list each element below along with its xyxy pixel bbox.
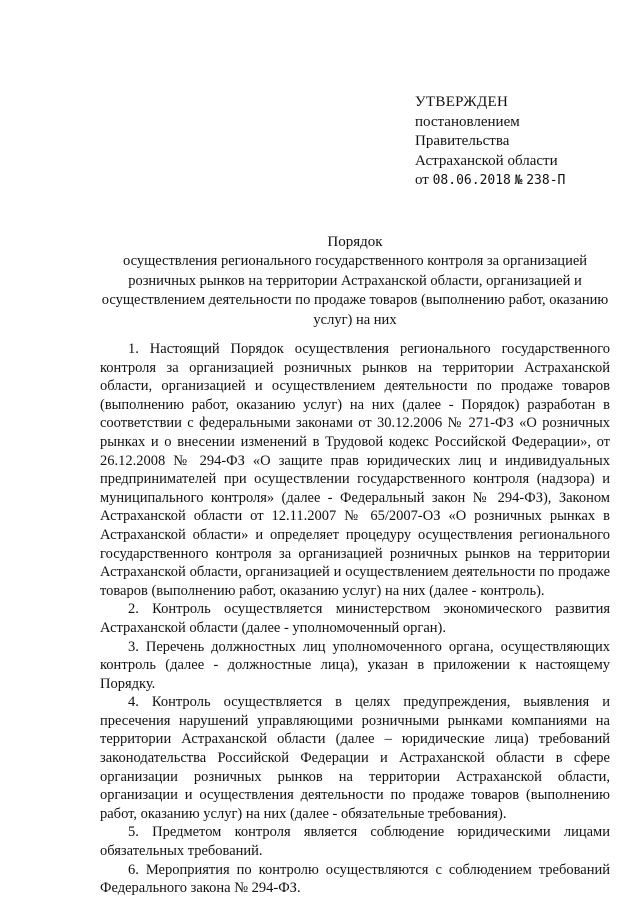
paragraph-1: 1. Настоящий Порядок осуществления регионального государственного контроля за организацией розничных рынков на территории Астраханской области, организацией и осуществлением деятельности по продаже товаров (выполнению работ, оказанию услуг) на них (далее - Порядок) разработан в соответствии с федеральными законами от 30.12.2006 № 271-ФЗ «О розничных рынках и о внесении изменений в Трудовой кодекс Российской Федерации», от 26.12.2008 № 294-ФЗ «О защите прав юридических лиц и индивидуальных предпринимателей при осуществлении государственного контроля (надзора) и муниципального контроля» (далее - Федеральный закон № 294-ФЗ), Законом Астраханской области от 12.11.2007 № 65/2007-ОЗ «О розничных рынках в Астраханской области» и определяет процедуру осуществления регионального государственного контроля за организацией розничных рынков на территории Астраханской области, организацией и осуществлением деятельности по продаже товаров (выполнению работ, оказанию услуг) на них (далее - контроль). [100,341,610,599]
paragraph-6: 6. Мероприятия по контролю осуществляются с соблюдением требований Федерального закона № 294-ФЗ. [100,861,610,897]
approval-line-government: Правительства [415,133,510,149]
approval-date-line [415,171,625,191]
paragraph-2: 2. Контроль осуществляется министерством экономического развития Астраханской области (далее - уполномоченный орган). [100,601,610,636]
approval-heading: УТВЕРЖДЕН [415,94,509,110]
approval-number-sign: № [514,173,523,188]
approval-number: 238-П [526,173,566,188]
paragraph-4: 4. Контроль осуществляется в целях предупреждения, выявления и пресечения нарушений управляющими розничными рынками компаниями на территории Астраханской области (далее – юридические лица) требований законодательства Российской Федерации и Астраханской области в сфере организации розничных рынков на территории Астраханской области, организации и осуществления деятельности по продаже товаров (выполнению работ, оказанию услуг) на них (далее - обязательные требования). [100,694,610,822]
paragraph-5: 5. Предметом контроля является соблюдение юридическими лицами обязательных требований. [100,824,610,860]
approval-date: 08.06.2018 [432,173,511,188]
approval-line-region: Астраханской области [415,152,558,169]
document-body [100,340,610,898]
approval-stamp [415,93,625,191]
approval-line-decree: постановлением [415,113,520,130]
document-title: Порядок [327,234,383,250]
paragraph-3: 3. Перечень должностных лиц уполномоченного органа, осуществляющих контроль (далее - должностные лица), указан в приложении к настоящему Порядку. [100,638,610,692]
approval-date-prefix: от [415,172,429,188]
document-subtitle: осуществления регионального государственного контроля за организацией розничных рынков на территории Астраханской области, организацией и осуществлением деятельности по продаже товаров (выполнению работ, оказанию услуг) на них [101,253,609,328]
